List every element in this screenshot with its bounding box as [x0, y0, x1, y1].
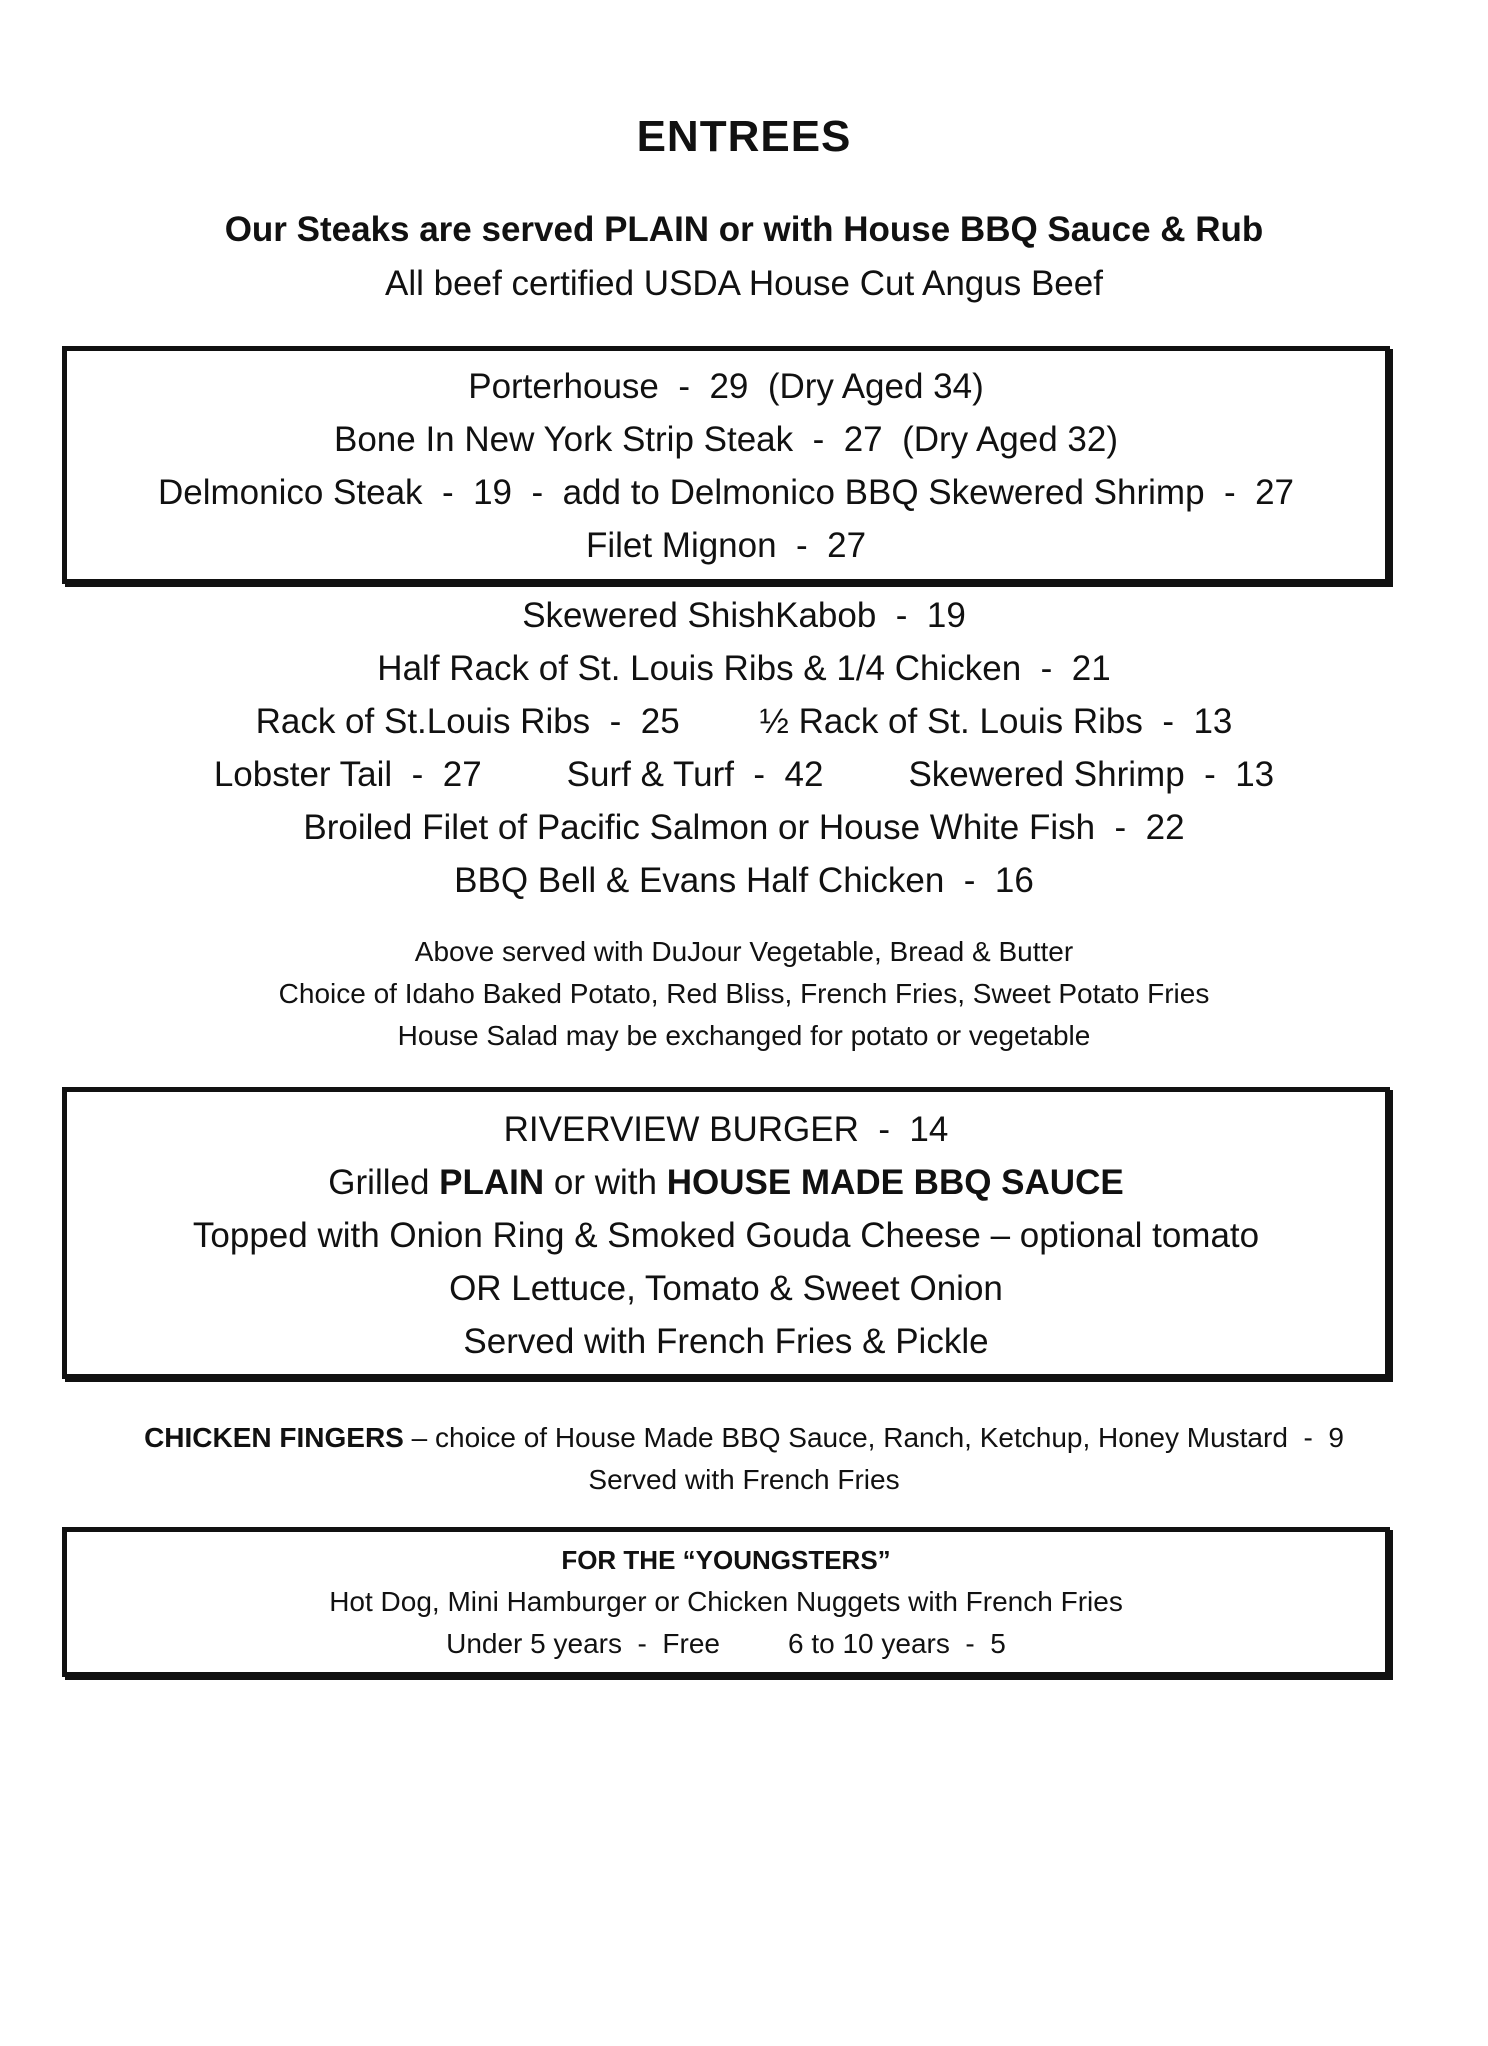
burger-grilled-line [67, 1157, 1385, 1209]
grilled-sauce: HOUSE MADE BBQ SAUCE [666, 1163, 1124, 1202]
kids-pricing-line [67, 1624, 1385, 1664]
burger-topped-line: Topped with Onion Ring & Smoked Gouda Cheese – optional tomato [192, 1216, 1260, 1255]
steak-intro-line: Our Steaks are served PLAIN or with House BBQ Sauce & Rub [224, 210, 1264, 249]
steaks-box [62, 346, 1390, 584]
menu-item-surf-turf: Surf & Turf - 42 [566, 755, 824, 794]
kids-items-line: Hot Dog, Mini Hamburger or Chicken Nuggets with French Fries [329, 1586, 1123, 1617]
menu-item-salmon: Broiled Filet of Pacific Salmon or House White Fish - 22 [303, 808, 1185, 847]
seafood-row [0, 749, 1488, 801]
kids-box [62, 1527, 1390, 1677]
burger-served-line: Served with French Fries & Pickle [463, 1322, 989, 1361]
menu-item-lobster-tail: Lobster Tail - 27 [213, 755, 482, 794]
sides-note-line-2: Choice of Idaho Baked Potato, Red Bliss, French Fries, Sweet Potato Fries [278, 978, 1210, 1009]
beef-certification-line: All beef certified USDA House Cut Angus Beef [385, 264, 1103, 303]
burger-name: RIVERVIEW BURGER - 14 [503, 1110, 949, 1149]
menu-item-half-rack-chicken: Half Rack of St. Louis Ribs & 1/4 Chicken - 21 [377, 649, 1111, 688]
menu-item-rack-ribs: Rack of St.Louis Ribs - 25 [255, 702, 680, 741]
grilled-mid: or with [544, 1163, 667, 1202]
sides-note-line-1: Above served with DuJour Vegetable, Bread & Butter [414, 936, 1074, 967]
chicken-fingers-label: CHICKEN FINGERS [144, 1422, 404, 1453]
kids-6-to-10: 6 to 10 years - 5 [787, 1628, 1006, 1659]
menu-item-delmonico: Delmonico Steak - 19 - add to Delmonico BBQ Skewered Shrimp - 27 [157, 473, 1295, 512]
chicken-fingers-served: Served with French Fries [588, 1464, 900, 1495]
burger-box [62, 1087, 1390, 1379]
kids-under-5: Under 5 years - Free [446, 1628, 720, 1659]
menu-item-porterhouse: Porterhouse - 29 (Dry Aged 34) [468, 367, 984, 406]
sides-note-line-3: House Salad may be exchanged for potato or vegetable [397, 1020, 1091, 1051]
page-title: ENTREES [636, 112, 852, 161]
menu-item-bbq-chicken: BBQ Bell & Evans Half Chicken - 16 [454, 861, 1034, 900]
menu-item-skewered-shrimp: Skewered Shrimp - 13 [908, 755, 1275, 794]
grilled-plain: PLAIN [439, 1163, 545, 1202]
menu-item-shishkabob: Skewered ShishKabob - 19 [522, 596, 966, 635]
menu-item-filet-mignon: Filet Mignon - 27 [585, 526, 867, 565]
burger-lettuce-line: OR Lettuce, Tomato & Sweet Onion [449, 1269, 1003, 1308]
menu-item-half-rack-ribs: ½ Rack of St. Louis Ribs - 13 [759, 702, 1233, 741]
kids-title: FOR THE “YOUNGSTERS” [561, 1545, 891, 1575]
chicken-fingers-description: – choice of House Made BBQ Sauce, Ranch, Ketchup, Honey Mustard - 9 [403, 1422, 1344, 1453]
chicken-fingers-line [0, 1418, 1488, 1458]
grilled-prefix: Grilled [328, 1163, 440, 1202]
ribs-row [0, 696, 1488, 748]
menu-item-ny-strip: Bone In New York Strip Steak - 27 (Dry Aged 32) [333, 420, 1118, 459]
